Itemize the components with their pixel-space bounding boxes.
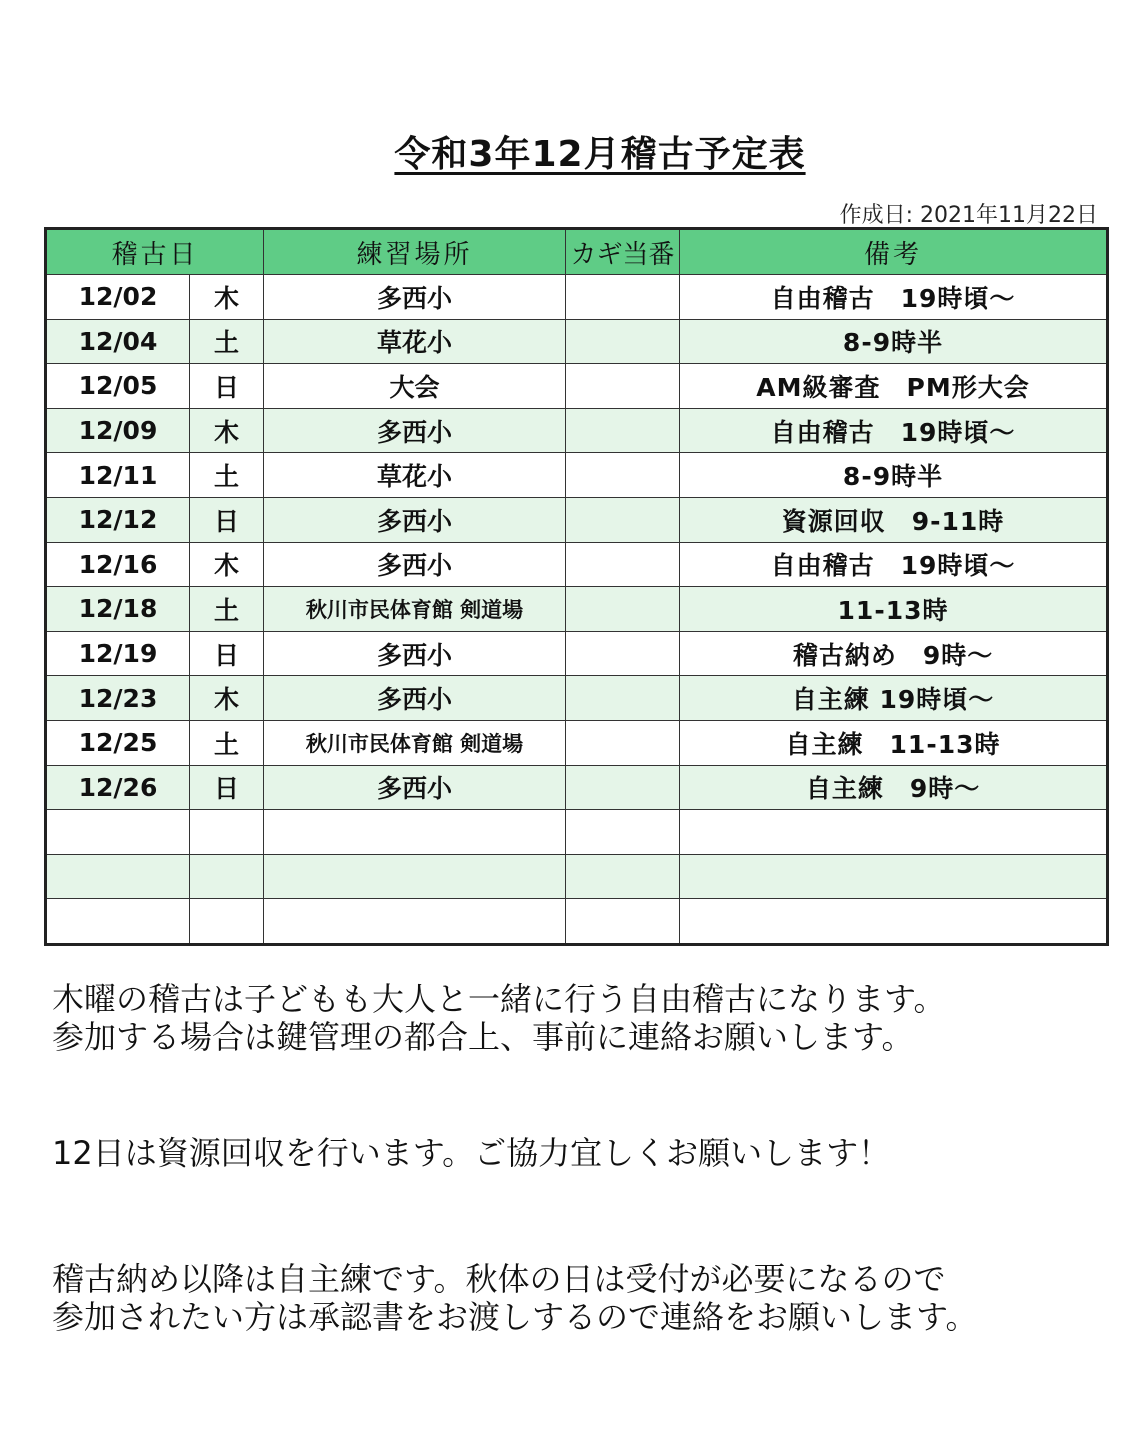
remarks-cell: 自由稽古 19時頃～ [680, 542, 1108, 587]
weekday-cell: 木 [190, 275, 264, 320]
table-row [46, 720, 1108, 765]
remarks-cell [680, 810, 1108, 855]
date-cell: 12/16 [46, 542, 190, 587]
weekday-cell [190, 899, 264, 945]
table-row [46, 587, 1108, 632]
key-duty-cell [566, 765, 680, 810]
date-cell: 12/09 [46, 408, 190, 453]
weekday-cell: 日 [190, 497, 264, 542]
location-cell: 草花小 [264, 453, 566, 498]
remarks-cell: AM級審査 PM形大会 [680, 364, 1108, 409]
weekday-cell [190, 810, 264, 855]
weekday-cell: 日 [190, 364, 264, 409]
key-duty-cell [566, 631, 680, 676]
location-cell: 多西小 [264, 765, 566, 810]
key-duty-cell [566, 453, 680, 498]
location-cell: 秋川市民体育館 剣道場 [264, 587, 566, 632]
table-header-row [46, 229, 1108, 275]
date-cell [46, 854, 190, 899]
date-cell: 12/05 [46, 364, 190, 409]
table-row [46, 364, 1108, 409]
remarks-cell: 自主練 19時頃～ [680, 676, 1108, 721]
table-row [46, 899, 1108, 945]
date-cell: 12/04 [46, 319, 190, 364]
table-row [46, 542, 1108, 587]
remarks-cell: 自由稽古 19時頃～ [680, 408, 1108, 453]
key-duty-cell [566, 542, 680, 587]
key-duty-cell [566, 275, 680, 320]
date-cell: 12/25 [46, 720, 190, 765]
date-cell: 12/23 [46, 676, 190, 721]
table-row [46, 631, 1108, 676]
key-duty-cell [566, 319, 680, 364]
location-cell: 多西小 [264, 631, 566, 676]
location-cell: 多西小 [264, 676, 566, 721]
location-cell: 秋川市民体育館 剣道場 [264, 720, 566, 765]
key-duty-cell [566, 676, 680, 721]
key-duty-cell [566, 408, 680, 453]
remarks-cell [680, 854, 1108, 899]
weekday-cell: 木 [190, 542, 264, 587]
note-line: 12日は資源回収を行います。ご協力宜しくお願いします！ [52, 1134, 891, 1172]
location-cell: 草花小 [264, 319, 566, 364]
weekday-cell: 日 [190, 631, 264, 676]
table-row [46, 497, 1108, 542]
date-cell: 12/19 [46, 631, 190, 676]
weekday-cell: 日 [190, 765, 264, 810]
table-row [46, 275, 1108, 320]
remarks-cell [680, 899, 1108, 945]
key-duty-cell [566, 497, 680, 542]
schedule-table [44, 227, 1109, 946]
note-line: 参加する場合は鍵管理の都合上、事前に連絡お願いします。 [52, 1018, 914, 1056]
weekday-cell [190, 854, 264, 899]
remarks-cell: 8-9時半 [680, 453, 1108, 498]
remarks-cell: 資源回収 9-11時 [680, 497, 1108, 542]
location-cell [264, 899, 566, 945]
table-row [46, 676, 1108, 721]
location-cell: 多西小 [264, 275, 566, 320]
location-cell: 大会 [264, 364, 566, 409]
note-line: 参加されたい方は承認書をお渡しするので連絡をお願いします。 [52, 1298, 978, 1336]
weekday-cell: 木 [190, 676, 264, 721]
weekday-cell: 土 [190, 453, 264, 498]
remarks-cell: 自由稽古 19時頃～ [680, 275, 1108, 320]
weekday-cell: 土 [190, 720, 264, 765]
location-cell [264, 810, 566, 855]
location-cell [264, 854, 566, 899]
table-row [46, 765, 1108, 810]
key-duty-cell [566, 899, 680, 945]
date-cell: 12/18 [46, 587, 190, 632]
header-remarks: 備考 [680, 229, 1108, 275]
date-cell: 12/26 [46, 765, 190, 810]
location-cell: 多西小 [264, 408, 566, 453]
weekday-cell: 土 [190, 319, 264, 364]
remarks-cell: 11-13時 [680, 587, 1108, 632]
header-practice-date: 稽古日 [46, 229, 264, 275]
date-cell: 12/11 [46, 453, 190, 498]
note-line: 木曜の稽古は子どもも大人と一緒に行う自由稽古になります。 [52, 980, 946, 1018]
note-line: 稽古納め以降は自主練です。秋体の日は受付が必要になるので [52, 1260, 946, 1298]
remarks-cell: 自主練 9時～ [680, 765, 1108, 810]
date-cell: 12/12 [46, 497, 190, 542]
date-cell: 12/02 [46, 275, 190, 320]
remarks-cell: 自主練 11-13時 [680, 720, 1108, 765]
key-duty-cell [566, 364, 680, 409]
header-location: 練習場所 [264, 229, 566, 275]
weekday-cell: 木 [190, 408, 264, 453]
key-duty-cell [566, 720, 680, 765]
table-row [46, 453, 1108, 498]
location-cell: 多西小 [264, 497, 566, 542]
remarks-cell: 稽古納め 9時～ [680, 631, 1108, 676]
weekday-cell: 土 [190, 587, 264, 632]
date-cell [46, 810, 190, 855]
table-row [46, 854, 1108, 899]
key-duty-cell [566, 810, 680, 855]
page-title: 令和3年12月稽古予定表 [394, 134, 806, 175]
created-date: 作成日: 2021年11月22日 [839, 203, 1098, 228]
remarks-cell: 8-9時半 [680, 319, 1108, 364]
key-duty-cell [566, 854, 680, 899]
key-duty-cell [566, 587, 680, 632]
date-cell [46, 899, 190, 945]
table-row [46, 319, 1108, 364]
location-cell: 多西小 [264, 542, 566, 587]
table-row [46, 810, 1108, 855]
table-row [46, 408, 1108, 453]
header-key-duty: カギ当番 [566, 229, 680, 275]
